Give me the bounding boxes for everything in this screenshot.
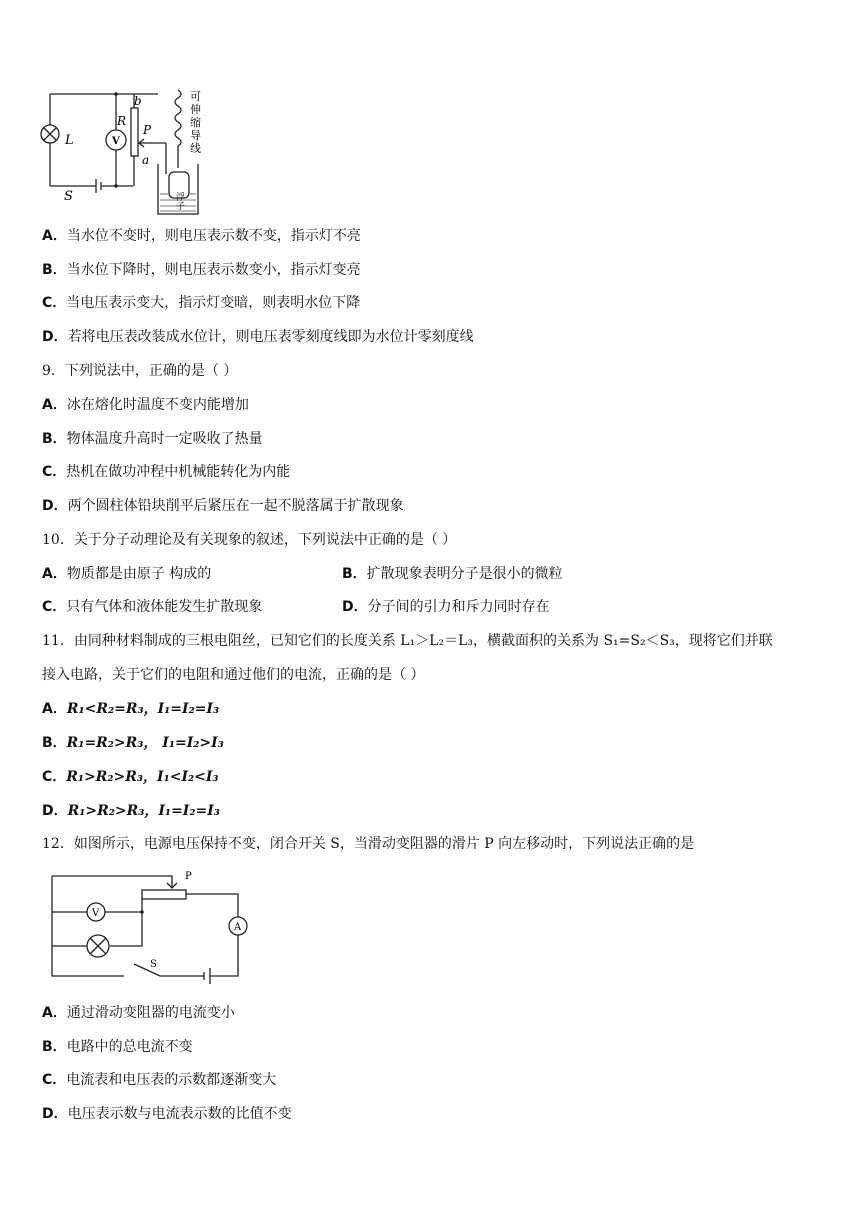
fig1-label-a: a xyxy=(142,153,150,167)
fig1-side-char-2: 伸 xyxy=(190,103,201,116)
q12-stem: 12．如图所示，电源电压保持不变，闭合开关 S，当滑动变阻器的滑片 P 向左移动时，下列说法正确的是 xyxy=(42,836,695,852)
fig1-label-S: S xyxy=(64,189,73,204)
fig1-label-L: L xyxy=(65,133,74,148)
q10-option-row-1 xyxy=(42,565,211,583)
q10-option-b: B．扩散现象表明分子是很小的微粒 xyxy=(342,566,563,582)
fig1-side-char-1: 可 xyxy=(190,90,201,103)
q11-option-a: A．R₁<R₂=R₃，I₁=I₂=I₃ xyxy=(42,701,220,717)
water-level-circuit-figure xyxy=(38,86,218,216)
q10-stem: 10．关于分子动理论及有关现象的叙述，下列说法中正确的是（ ） xyxy=(42,532,457,548)
q9-option-b: B．物体温度升高时一定吸收了热量 xyxy=(42,431,263,447)
fig1-label-R: R xyxy=(117,114,127,128)
q11-option-d: D．R₁>R₂>R₃，I₁=I₂=I₃ xyxy=(42,803,220,819)
q12-option-a: A．通过滑动变阻器的电流变小 xyxy=(42,1005,235,1021)
fig2-label-V: V xyxy=(92,908,100,919)
fig1-side-char-5: 线 xyxy=(190,142,201,155)
q9-option-c: C．热机在做功冲程中机械能转化为内能 xyxy=(42,464,291,480)
fig2-label-A: A xyxy=(234,922,242,933)
fig1-side-char-4: 导 xyxy=(190,129,201,142)
fig1-label-V: V xyxy=(112,136,120,147)
q11-option-b: B．R₁=R₂>R₃， I₁=I₂>I₃ xyxy=(42,735,224,751)
q12-option-c: C．电流表和电压表的示数都逐渐变大 xyxy=(42,1072,277,1088)
q9-option-d: D．两个圆柱体铅块削平后紧压在一起不脱落属于扩散现象 xyxy=(42,498,404,514)
q10-option-d: D．分子间的引力和斥力同时存在 xyxy=(342,599,550,615)
q8-option-b: B．当水位下降时，则电压表示数变小，指示灯变亮 xyxy=(42,262,361,278)
fig1-label-P: P xyxy=(143,123,152,137)
q8-option-c: C．当电压表示变大，指示灯变暗，则表明水位下降 xyxy=(42,295,361,311)
fig2-label-P: P xyxy=(185,871,192,882)
q9-stem: 9．下列说法中，正确的是（ ） xyxy=(42,363,238,379)
fig1-label-b: b xyxy=(134,94,142,108)
q12-option-b: B．电路中的总电流不变 xyxy=(42,1039,193,1055)
q8-option-a: A．当水位不变时，则电压表示数不变，指示灯不亮 xyxy=(42,228,361,244)
fig1-float-char-1: 浮子 xyxy=(174,192,184,210)
q11-stem-line-1: 11．由同种材料制成的三根电阻丝，已知它们的长度关系 L₁＞L₂＝L₃，横截面积的关系为 S₁=S₂＜S₃，现将它们并联 xyxy=(42,633,773,649)
q11-option-c: C．R₁>R₂>R₃，I₁<I₂<I₃ xyxy=(42,769,219,785)
q9-option-a: A．冰在熔化时温度不变内能增加 xyxy=(42,397,249,413)
fig1-side-char-3: 缩 xyxy=(190,116,201,129)
rheostat-circuit-figure xyxy=(42,866,257,984)
q11-stem-line-2: 接入电路，关于它们的电阻和通过他们的电流，正确的是（ ） xyxy=(42,667,425,683)
q8-option-d: D．若将电压表改装成水位计，则电压表零刻度线即为水位计零刻度线 xyxy=(42,329,474,345)
q10-option-a: A．物质都是由原子 构成的 xyxy=(42,566,212,582)
q12-option-d: D．电压表示数与电流表示数的比值不变 xyxy=(42,1106,292,1122)
fig2-label-S: S xyxy=(150,959,157,970)
q10-option-c: C．只有气体和液体能发生扩散现象 xyxy=(42,599,263,615)
